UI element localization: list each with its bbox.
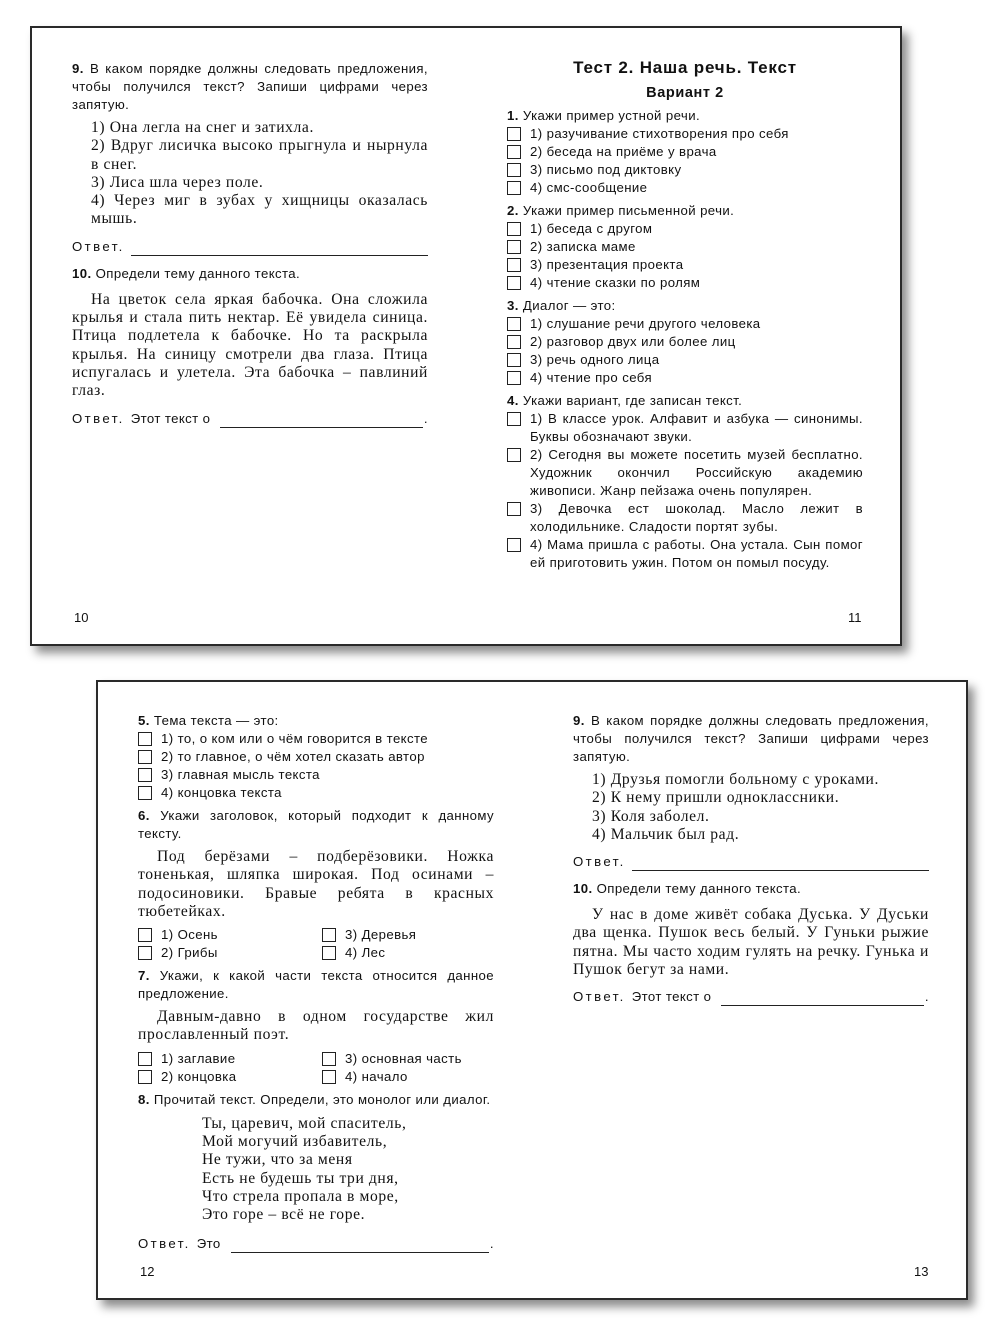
option[interactable] bbox=[507, 369, 863, 387]
answer-line[interactable] bbox=[220, 414, 423, 428]
checkbox[interactable] bbox=[507, 222, 521, 236]
checkbox[interactable] bbox=[138, 1052, 152, 1066]
sentence-item: 4) Через миг в зубах у хищницы оказалась мышь. bbox=[91, 192, 428, 228]
question-text: В каком порядке должны следовать предложения, чтобы получился текст? Запиши цифрами через запятую. bbox=[72, 61, 428, 112]
option[interactable] bbox=[507, 446, 863, 500]
poem-line: Ты, царевич, мой спаситель, bbox=[202, 1114, 407, 1132]
question-text: В каком порядке должны следовать предложения, чтобы получился текст? Запиши цифрами через запятую. bbox=[573, 713, 929, 764]
option-label: 3) главная мысль текста bbox=[161, 767, 320, 782]
page-number: 11 bbox=[848, 610, 862, 625]
checkbox[interactable] bbox=[507, 276, 521, 290]
answer-label: Ответ. bbox=[72, 238, 125, 254]
question-number: 9. bbox=[72, 61, 84, 76]
checkbox[interactable] bbox=[322, 1070, 336, 1084]
option-label: 4) чтение сказки по ролям bbox=[530, 275, 701, 290]
question-9 bbox=[573, 712, 929, 766]
option[interactable] bbox=[138, 784, 494, 802]
page-13-content bbox=[573, 712, 929, 1006]
question-text: Укажи пример устной речи. bbox=[522, 108, 701, 123]
sentence-item: 1) Она легла на снег и затихла. bbox=[91, 119, 314, 136]
option-label: 4) смс-сообщение bbox=[530, 180, 648, 195]
answer-prefix: Этот текст о bbox=[130, 410, 211, 426]
option-label: 2) записка маме bbox=[530, 239, 636, 254]
option-label: 3) основная часть bbox=[345, 1050, 462, 1066]
poem-line: Есть не будешь ты три дня, bbox=[202, 1169, 399, 1187]
option[interactable] bbox=[507, 143, 863, 161]
text-passage: На цветок села яркая бабочка. Она сложила крылья и стала пить нектар. Её увидела синица. Птица подлетела к бабочке. Но та раскрыла крылья. На синицу смотрели два глаза. Птица испугалась и улетела. Эта бабочка – павлиний глаз. bbox=[72, 290, 428, 400]
answer-field[interactable]: Ответ. Это . bbox=[138, 1235, 494, 1251]
options-grid bbox=[138, 926, 494, 962]
poem-line: Не тужи, что за меня bbox=[202, 1151, 353, 1169]
option-label: 2) Сегодня вы можете посетить музей бесплатно. Художник окончил Российскую академию живописи. Жанр пейзажа очень популярен. bbox=[530, 447, 863, 498]
question-number: 8. bbox=[138, 1091, 150, 1107]
option-label: 1) слушание речи другого человека bbox=[530, 316, 761, 331]
checkbox[interactable] bbox=[138, 1070, 152, 1084]
page-10-content bbox=[72, 60, 428, 428]
question-3 bbox=[507, 297, 863, 387]
option[interactable] bbox=[507, 274, 863, 292]
page-11-content bbox=[507, 58, 863, 577]
variant-title: Вариант 2 bbox=[646, 85, 724, 101]
checkbox[interactable] bbox=[138, 750, 152, 764]
sentence-list bbox=[573, 771, 929, 844]
answer-label: Ответ. bbox=[573, 989, 626, 1005]
answer-line[interactable] bbox=[131, 242, 428, 256]
option-label: 3) письмо под диктовку bbox=[530, 162, 682, 177]
option[interactable] bbox=[507, 125, 863, 143]
checkbox[interactable] bbox=[138, 928, 152, 942]
options-grid bbox=[138, 1050, 494, 1086]
option[interactable] bbox=[138, 730, 494, 748]
checkbox[interactable] bbox=[507, 371, 521, 385]
text-passage: Давным-давно в одном государстве жил прославленный поэт. bbox=[138, 1008, 494, 1044]
option[interactable] bbox=[507, 536, 863, 572]
page-spread-10-11 bbox=[30, 26, 902, 646]
option-label: 1) то, о ком или о чём говорится в тексте bbox=[161, 731, 429, 746]
option-label: 3) презентация проекта bbox=[530, 257, 684, 272]
option-label: 1) В классе урок. Алфавит и азбука — синонимы. Буквы обозначают звуки. bbox=[530, 411, 863, 444]
option[interactable] bbox=[322, 926, 494, 944]
option[interactable] bbox=[507, 179, 863, 197]
answer-label: Ответ. bbox=[573, 854, 626, 870]
option-label: 2) беседа на приёме у врача bbox=[530, 144, 717, 159]
sentence-list bbox=[72, 119, 428, 229]
sentence-item: 3) Коля заболел. bbox=[592, 807, 710, 825]
poem-line: Мой могучий избавитель, bbox=[202, 1133, 388, 1151]
question-text: Определи тему данного текста. bbox=[95, 265, 301, 281]
text-passage: Под берёзами – подберёзовики. Ножка тоненькая, шляпка широкая. Под осинами – подосиновики. Бравые ребята в красных тюбетейках. bbox=[138, 848, 494, 920]
option[interactable] bbox=[507, 410, 863, 446]
option-label: 2) концовка bbox=[161, 1068, 237, 1084]
checkbox[interactable] bbox=[138, 786, 152, 800]
answer-label: Ответ. bbox=[72, 410, 125, 426]
question-7 bbox=[138, 967, 494, 1003]
question-number: 1. bbox=[507, 108, 519, 123]
option-label: 4) чтение про себя bbox=[530, 370, 652, 385]
option[interactable] bbox=[322, 1068, 494, 1086]
option[interactable] bbox=[138, 926, 322, 944]
option-label: 2) то главное, о чём хотел сказать автор bbox=[161, 749, 425, 764]
option[interactable] bbox=[507, 333, 863, 351]
checkbox[interactable] bbox=[138, 946, 152, 960]
question-number: 10. bbox=[573, 881, 593, 897]
poem-line: Это горе – всё не горе. bbox=[202, 1206, 366, 1224]
question-10 bbox=[72, 265, 428, 283]
option[interactable] bbox=[507, 315, 863, 333]
question-text: Определи тему данного текста. bbox=[596, 881, 802, 897]
poem-line: Что стрела пропала в море, bbox=[202, 1187, 399, 1205]
option-label: 4) Мама пришла с работы. Она устала. Сын помог ей приготовить ужин. Потом он помыл посуду. bbox=[530, 537, 863, 570]
checkbox[interactable] bbox=[507, 240, 521, 254]
checkbox[interactable] bbox=[322, 1052, 336, 1066]
page-12-content bbox=[138, 712, 494, 1253]
option[interactable] bbox=[507, 238, 863, 256]
option[interactable] bbox=[507, 220, 863, 238]
question-text: Укажи, к какой части текста относится данное предложение. bbox=[138, 968, 494, 1002]
option[interactable] bbox=[507, 161, 863, 179]
option[interactable] bbox=[138, 1068, 322, 1086]
checkbox[interactable] bbox=[507, 502, 521, 516]
text-passage: У нас в доме живёт собака Дуська. У Дуськи два щенка. Пушок весь белый. У Гуньки рыжие пятна. Мы часто ходим гулять на речку. Гунька и Пушок бегут за нами. bbox=[573, 906, 929, 979]
answer-line[interactable] bbox=[632, 857, 929, 871]
checkbox[interactable] bbox=[322, 928, 336, 942]
option[interactable] bbox=[507, 351, 863, 369]
sentence-item: 1) Друзья помогли больному с уроками. bbox=[592, 771, 880, 788]
question-4 bbox=[507, 392, 863, 572]
question-number: 7. bbox=[138, 968, 150, 984]
option[interactable] bbox=[507, 256, 863, 274]
poem bbox=[138, 1115, 494, 1225]
question-2 bbox=[507, 202, 863, 292]
question-8 bbox=[138, 1091, 494, 1109]
page-number: 12 bbox=[140, 1264, 155, 1279]
checkbox[interactable] bbox=[507, 181, 521, 195]
option-label: 1) беседа с другом bbox=[530, 221, 653, 236]
question-number: 5. bbox=[138, 713, 150, 728]
option-label: 1) заглавие bbox=[161, 1050, 236, 1066]
answer-field[interactable] bbox=[72, 238, 428, 256]
option-label: 3) Деревья bbox=[345, 927, 417, 943]
answer-line[interactable] bbox=[231, 1239, 489, 1253]
checkbox[interactable] bbox=[507, 163, 521, 177]
page-spread-12-13 bbox=[96, 680, 968, 1300]
question-number: 4. bbox=[507, 393, 519, 408]
question-10 bbox=[573, 880, 929, 898]
option-label: 4) Лес bbox=[345, 945, 386, 961]
question-1 bbox=[507, 107, 863, 197]
question-number: 9. bbox=[573, 713, 585, 728]
checkbox[interactable] bbox=[322, 946, 336, 960]
question-text: Укажи заголовок, который подходит к данному тексту. bbox=[138, 808, 494, 841]
sentence-item: 2) К нему пришли одноклассники. bbox=[592, 789, 840, 807]
checkbox[interactable] bbox=[507, 127, 521, 141]
sentence-item: 2) Вдруг лисичка высоко прыгнула и нырнула в снег. bbox=[91, 137, 428, 173]
question-number: 3. bbox=[507, 298, 519, 313]
option-label: 1) Осень bbox=[161, 927, 218, 943]
checkbox[interactable] bbox=[507, 258, 521, 272]
answer-prefix: Это bbox=[196, 1235, 221, 1251]
checkbox[interactable] bbox=[507, 353, 521, 367]
option[interactable] bbox=[138, 944, 322, 962]
question-text: Укажи вариант, где записан текст. bbox=[522, 393, 743, 408]
question-number: 10. bbox=[72, 265, 92, 281]
question-text: Диалог — это: bbox=[522, 298, 616, 313]
question-9 bbox=[72, 60, 428, 114]
checkbox[interactable] bbox=[507, 317, 521, 331]
option-label: 4) концовка текста bbox=[161, 785, 282, 800]
question-text: Прочитай текст. Определи, это монолог или диалог. bbox=[153, 1091, 491, 1107]
question-number: 6. bbox=[138, 808, 150, 823]
option-label: 1) разучивание стихотворения про себя bbox=[530, 126, 789, 141]
page-number: 10 bbox=[74, 610, 89, 625]
option-label: 2) разговор двух или более лиц bbox=[530, 334, 736, 349]
option[interactable] bbox=[507, 500, 863, 536]
answer-field[interactable] bbox=[573, 853, 929, 871]
option-label: 3) Девочка ест шоколад. Масло лежит в холодильнике. Сладости портят зубы. bbox=[530, 501, 863, 534]
answer-field[interactable]: Ответ. Этот текст о . bbox=[573, 989, 929, 1005]
checkbox[interactable] bbox=[507, 335, 521, 349]
option[interactable] bbox=[138, 766, 494, 784]
question-text: Укажи пример письменной речи. bbox=[522, 203, 735, 218]
page-number: 13 bbox=[914, 1264, 929, 1279]
question-number: 2. bbox=[507, 203, 519, 218]
option-label: 4) начало bbox=[345, 1068, 408, 1084]
sentence-item: 3) Лиса шла через поле. bbox=[91, 173, 264, 191]
option[interactable] bbox=[138, 1050, 322, 1068]
question-text: Тема текста — это: bbox=[153, 713, 279, 728]
test-title: Тест 2. Наша речь. Текст bbox=[573, 58, 797, 77]
answer-prefix: Этот текст о bbox=[631, 989, 712, 1005]
checkbox[interactable] bbox=[138, 768, 152, 782]
checkbox[interactable] bbox=[138, 732, 152, 746]
option[interactable] bbox=[322, 944, 494, 962]
answer-line[interactable] bbox=[721, 992, 924, 1006]
answer-field[interactable]: Ответ. Этот текст о . bbox=[72, 410, 428, 426]
sentence-item: 4) Мальчик был рад. bbox=[592, 825, 740, 843]
question-6 bbox=[138, 807, 494, 843]
question-5 bbox=[138, 712, 494, 802]
checkbox[interactable] bbox=[507, 538, 521, 552]
checkbox[interactable] bbox=[507, 145, 521, 159]
option-label: 2) Грибы bbox=[161, 945, 218, 961]
option[interactable] bbox=[322, 1050, 494, 1068]
checkbox[interactable] bbox=[507, 412, 521, 426]
option-label: 3) речь одного лица bbox=[530, 352, 660, 367]
answer-label: Ответ. bbox=[138, 1235, 191, 1251]
checkbox[interactable] bbox=[507, 448, 521, 462]
option[interactable] bbox=[138, 748, 494, 766]
